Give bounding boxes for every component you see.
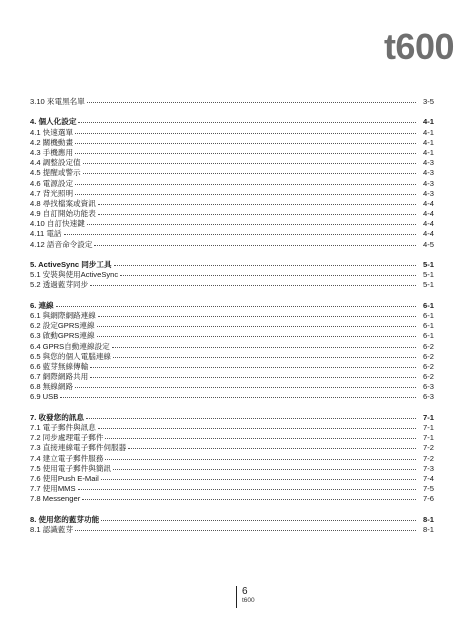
- toc-entry-page: 7-3: [423, 463, 434, 473]
- toc-entry-page: 5-1: [423, 260, 434, 269]
- toc-entry[interactable]: [30, 464, 434, 474]
- toc-entry-title: 7.3 直接連線電子郵件伺服器: [30, 443, 127, 453]
- page-footer: [236, 586, 255, 608]
- toc-entry-title: 4.10 自訂快速鍵: [30, 219, 85, 229]
- toc-dot-leader: [113, 469, 416, 470]
- toc-entry-page: 3-5: [423, 97, 434, 106]
- toc-entry-page: 5-1: [423, 280, 434, 290]
- toc-spacer: [30, 505, 434, 515]
- toc-entry-page: 7-5: [423, 484, 434, 494]
- toc-entry[interactable]: [30, 474, 434, 484]
- toc-entry-page: 4-4: [423, 229, 434, 239]
- toc-dot-leader: [97, 326, 416, 327]
- toc-entry-page: 4-3: [423, 168, 434, 178]
- toc-spacer: [30, 403, 434, 413]
- toc-dot-leader: [75, 133, 416, 134]
- toc-dot-leader: [56, 306, 416, 307]
- toc-entry-page: 7-4: [423, 473, 434, 483]
- toc-entry-page: 7-1: [423, 433, 434, 443]
- toc-entry-page: 4-4: [423, 209, 434, 219]
- toc-entry-page: 4-3: [423, 158, 434, 168]
- toc-entry-title: 6.2 設定GPRS連線: [30, 321, 95, 331]
- toc-entry-title: 4.3 手機應用: [30, 147, 74, 157]
- toc-entry-title: 4.12 語音命令設定: [30, 239, 93, 249]
- toc-chapter-entry[interactable]: [30, 413, 434, 423]
- toc-entry[interactable]: [30, 352, 434, 362]
- toc-entry-title: 6.8 無線網路: [30, 382, 74, 392]
- toc-dot-leader: [101, 479, 416, 480]
- table-of-contents: [30, 97, 434, 535]
- toc-entry-title: 6.6 藍芽無線傳輸: [30, 361, 89, 371]
- toc-dot-leader: [83, 163, 416, 164]
- toc-entry-page: 6-2: [423, 361, 434, 371]
- toc-dot-leader: [64, 234, 416, 235]
- toc-entry[interactable]: [30, 158, 434, 168]
- toc-entry-title: 4.1 快速選單: [30, 127, 74, 137]
- toc-dot-leader: [98, 214, 416, 215]
- toc-dot-leader: [87, 102, 416, 103]
- toc-entry-page: 7-6: [423, 494, 434, 504]
- toc-entry[interactable]: [30, 97, 434, 107]
- toc-dot-leader: [112, 347, 416, 348]
- toc-entry-page: 6-3: [423, 382, 434, 392]
- toc-dot-leader: [94, 245, 416, 246]
- toc-dot-leader: [101, 520, 416, 521]
- toc-entry-page: 6-1: [423, 321, 434, 331]
- toc-entry[interactable]: [30, 342, 434, 352]
- toc-entry[interactable]: [30, 179, 434, 189]
- toc-dot-leader: [75, 153, 416, 154]
- footer-model-name: t600: [242, 597, 255, 604]
- toc-entry[interactable]: [30, 311, 434, 321]
- toc-entry[interactable]: [30, 148, 434, 158]
- toc-entry-title: 3.10 來電黑名單: [30, 97, 85, 106]
- toc-entry[interactable]: [30, 433, 434, 443]
- toc-dot-leader: [120, 275, 416, 276]
- toc-entry-page: 6-2: [423, 372, 434, 382]
- toc-dot-leader: [90, 367, 416, 368]
- toc-entry-title: 4.6 電源設定: [30, 178, 74, 188]
- toc-dot-leader: [60, 397, 416, 398]
- toc-entry-title: 6.7 網際網路共用: [30, 372, 89, 382]
- toc-entry[interactable]: [30, 525, 434, 535]
- toc-entry[interactable]: [30, 382, 434, 392]
- toc-dot-leader: [105, 459, 416, 460]
- toc-spacer: [30, 291, 434, 301]
- toc-spacer: [30, 107, 434, 117]
- toc-entry[interactable]: [30, 280, 434, 290]
- toc-dot-leader: [75, 194, 416, 195]
- toc-entry[interactable]: [30, 494, 434, 504]
- toc-entry-page: 8-1: [423, 514, 434, 524]
- toc-entry-page: 6-1: [423, 310, 434, 320]
- toc-entry-page: 7-2: [423, 453, 434, 463]
- toc-entry-page: 7-2: [423, 443, 434, 453]
- toc-entry-page: 7-1: [423, 412, 434, 422]
- toc-entry-title: 4.7 背光照明: [30, 188, 74, 198]
- toc-chapter-entry[interactable]: [30, 515, 434, 525]
- toc-entry-title: 5.1 安裝與使用ActiveSync: [30, 270, 119, 280]
- toc-entry-title: 6. 連線: [30, 300, 54, 310]
- toc-chapter-entry[interactable]: [30, 260, 434, 270]
- toc-entry-page: 6-3: [423, 392, 434, 402]
- toc-entry-title: 5. ActiveSync 同步工具: [30, 260, 112, 269]
- toc-dot-leader: [114, 265, 416, 266]
- toc-entry[interactable]: [30, 209, 434, 219]
- toc-entry[interactable]: [30, 392, 434, 402]
- toc-entry-page: 4-1: [423, 127, 434, 137]
- toc-entry[interactable]: [30, 321, 434, 331]
- toc-dot-leader: [90, 285, 416, 286]
- toc-dot-leader: [113, 357, 416, 358]
- toc-dot-leader: [86, 418, 416, 419]
- toc-dot-leader: [128, 448, 416, 449]
- toc-entry-title: 7.8 Messenger: [30, 494, 81, 504]
- toc-dot-leader: [97, 336, 416, 337]
- toc-entry[interactable]: [30, 423, 434, 433]
- toc-entry-title: 7. 收發您的訊息: [30, 412, 85, 422]
- toc-entry-page: 4-4: [423, 219, 434, 229]
- toc-entry[interactable]: [30, 484, 434, 494]
- toc-entry-page: 4-5: [423, 239, 434, 249]
- toc-dot-leader: [83, 173, 416, 174]
- toc-entry-title: 4.2 關機動畫: [30, 137, 74, 147]
- toc-entry[interactable]: [30, 219, 434, 229]
- toc-entry[interactable]: [30, 138, 434, 148]
- toc-entry-page: 8-1: [423, 524, 434, 534]
- toc-dot-leader: [98, 204, 416, 205]
- toc-entry-title: 4.4 調整設定值: [30, 158, 81, 168]
- toc-entry-page: 6-1: [423, 300, 434, 310]
- toc-entry[interactable]: [30, 454, 434, 464]
- toc-entry-title: 6.9 USB: [30, 392, 59, 402]
- toc-dot-leader: [75, 530, 416, 531]
- toc-entry-page: 4-1: [423, 137, 434, 147]
- toc-dot-leader: [105, 438, 416, 439]
- toc-entry-page: 4-1: [423, 147, 434, 157]
- toc-entry-page: 6-2: [423, 351, 434, 361]
- toc-entry-title: 7.1 電子郵件與訊息: [30, 423, 96, 432]
- toc-entry-title: 4.5 提醒或警示: [30, 168, 81, 178]
- toc-entry[interactable]: [30, 189, 434, 199]
- toc-entry-page: 4-3: [423, 188, 434, 198]
- brand-title: t600: [383, 26, 454, 67]
- toc-entry-title: 7.6 使用Push E-Mail: [30, 473, 99, 483]
- toc-dot-leader: [98, 428, 416, 429]
- toc-dot-leader: [78, 122, 416, 123]
- toc-entry[interactable]: [30, 362, 434, 372]
- toc-entry[interactable]: [30, 331, 434, 341]
- toc-entry[interactable]: [30, 443, 434, 453]
- toc-entry-page: 7-1: [423, 423, 434, 432]
- toc-entry-title: 4.11 電話: [30, 229, 62, 239]
- toc-entry-title: 4.8 尋找檔案或資訊: [30, 198, 96, 208]
- toc-entry[interactable]: [30, 240, 434, 250]
- toc-entry-title: 6.4 GPRS自動連線設定: [30, 341, 110, 351]
- toc-entry-page: 4-4: [423, 198, 434, 208]
- toc-entry[interactable]: [30, 128, 434, 138]
- toc-entry[interactable]: [30, 229, 434, 239]
- toc-entry-title: 6.3 啟動GPRS連線: [30, 331, 95, 341]
- toc-entry-title: 4.9 自訂開始功能表: [30, 209, 96, 219]
- toc-dot-leader: [87, 224, 416, 225]
- toc-entry-title: 7.5 使用電子郵件與簡訊: [30, 463, 112, 473]
- toc-entry-title: 6.5 與您的個人電腦連線: [30, 351, 112, 361]
- toc-entry-title: 7.4 建立電子郵件服務: [30, 453, 104, 463]
- toc-dot-leader: [75, 387, 416, 388]
- toc-entry-page: 5-1: [423, 270, 434, 280]
- toc-dot-leader: [90, 377, 416, 378]
- toc-entry-title: 5.2 透過藍芽同步: [30, 280, 89, 290]
- toc-entry[interactable]: [30, 199, 434, 209]
- toc-entry[interactable]: [30, 168, 434, 178]
- toc-entry-title: 6.1 與網際網路連線: [30, 310, 96, 320]
- toc-dot-leader: [75, 184, 416, 185]
- toc-dot-leader: [98, 316, 416, 317]
- toc-chapter-entry[interactable]: [30, 117, 434, 127]
- toc-entry-page: 4-3: [423, 178, 434, 188]
- toc-entry[interactable]: [30, 372, 434, 382]
- toc-dot-leader: [78, 489, 416, 490]
- toc-entry-page: 6-2: [423, 341, 434, 351]
- toc-entry-title: 8.1 認識藍芽: [30, 524, 74, 534]
- toc-dot-leader: [82, 499, 416, 500]
- toc-spacer: [30, 250, 434, 260]
- toc-dot-leader: [75, 143, 416, 144]
- toc-entry-title: 4. 個人化設定: [30, 117, 77, 127]
- footer-page-number: 6: [242, 586, 248, 597]
- toc-entry-page: 4-1: [423, 117, 434, 127]
- toc-chapter-entry[interactable]: [30, 301, 434, 311]
- toc-entry-title: 8. 使用您的藍芽功能: [30, 514, 100, 524]
- toc-entry-page: 6-1: [423, 331, 434, 341]
- toc-entry-title: 7.2 同步處理電子郵件: [30, 433, 104, 443]
- toc-entry-title: 7.7 使用MMS: [30, 484, 76, 494]
- toc-entry[interactable]: [30, 270, 434, 280]
